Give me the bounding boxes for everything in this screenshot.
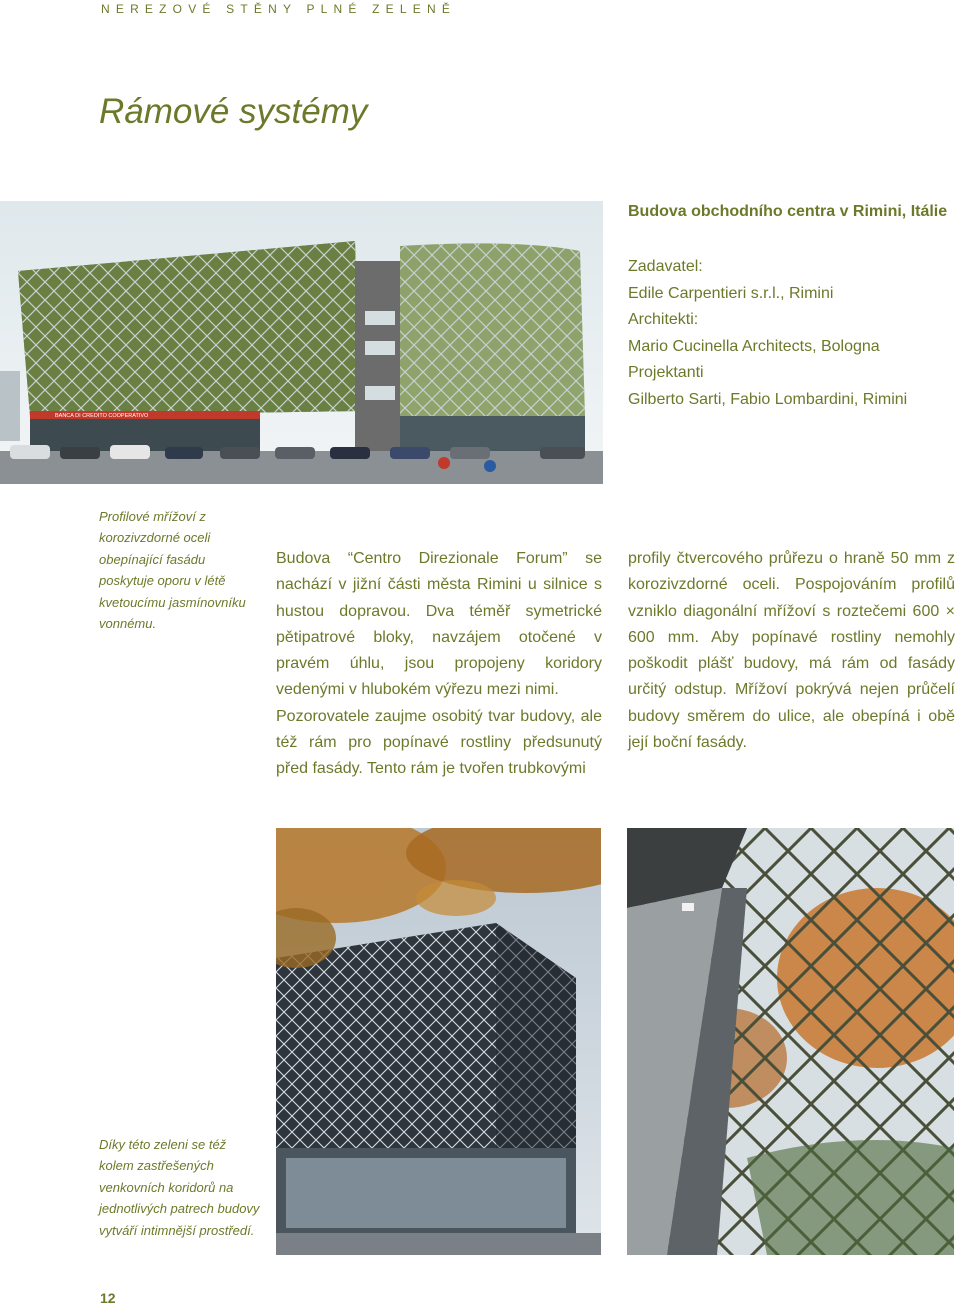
section-kicker: NEREZOVÉ STĚNY PLNÉ ZELENĚ bbox=[101, 2, 457, 16]
paragraph: Budova “Centro Direzionale Forum” se nachází v jižní části města Rimini u silnice s hustou dopravou. Dva téměř symetrické pětipatrové bloky, navzájem otočené v pravém úhlu, jsou propojeny koridory vedenými v hlubokém výřezu mezi nimi. bbox=[276, 550, 602, 699]
project-title: Budova obchodního centra v Rimini, Itálie bbox=[628, 203, 948, 220]
credit-line: Gilberto Sarti, Fabio Lombardini, Rimini bbox=[628, 390, 908, 408]
paragraph: profily čtvercového průřezu o hraně 50 mm z korozivzdorné oceli. Pospojováním profilů vzniklo diagonální mřížoví s roztečemi 600 × 600 mm. Aby popínavé rostliny nemohly poškodit plášť budovy, má rám od fasády určitý odstup. Mřížoví pokrývá nejen průčelí budovy směrem do ulice, ale obepíná i obě její boční fasády. bbox=[628, 550, 955, 752]
paragraph: Pozorovatele zaujme osobitý tvar budovy, ale též rám pro popínavé rostliny předsunutý před fasády. Tento rám je tvořen trubkovými bbox=[276, 707, 602, 778]
credit-line: Zadavatel: bbox=[628, 258, 703, 275]
page-number: 12 bbox=[100, 1290, 116, 1306]
credit-line: Mario Cucinella Architects, Bologna bbox=[628, 337, 880, 355]
photo-caption-top: Profilové mřížoví z korozivzdorné oceli obepínající fasádu poskytuje oporu v létě kvetoucímu jasmínovníku vonnému. bbox=[99, 509, 246, 632]
photo-caption-bottom: Díky této zeleni se též kolem zastřešených venkovních koridorů na jednotlivých patrech budovy vytváří intimnější prostředí. bbox=[99, 1137, 260, 1238]
page-title: Rámové systémy bbox=[99, 92, 368, 131]
credit-line: Edile Carpentieri s.r.l., Rimini bbox=[628, 284, 834, 302]
corridor-photo bbox=[627, 828, 954, 1255]
body-column-middle bbox=[276, 546, 602, 783]
building-photo-main bbox=[0, 201, 603, 484]
building-photo-corner bbox=[276, 828, 601, 1255]
credit-line: Architekti: bbox=[628, 311, 699, 329]
project-credits bbox=[628, 254, 907, 414]
bank-sign: BANCA DI CREDITO COOPERATIVO bbox=[55, 413, 149, 419]
body-column-right bbox=[628, 546, 955, 756]
credit-line: Projektanti bbox=[628, 364, 704, 382]
